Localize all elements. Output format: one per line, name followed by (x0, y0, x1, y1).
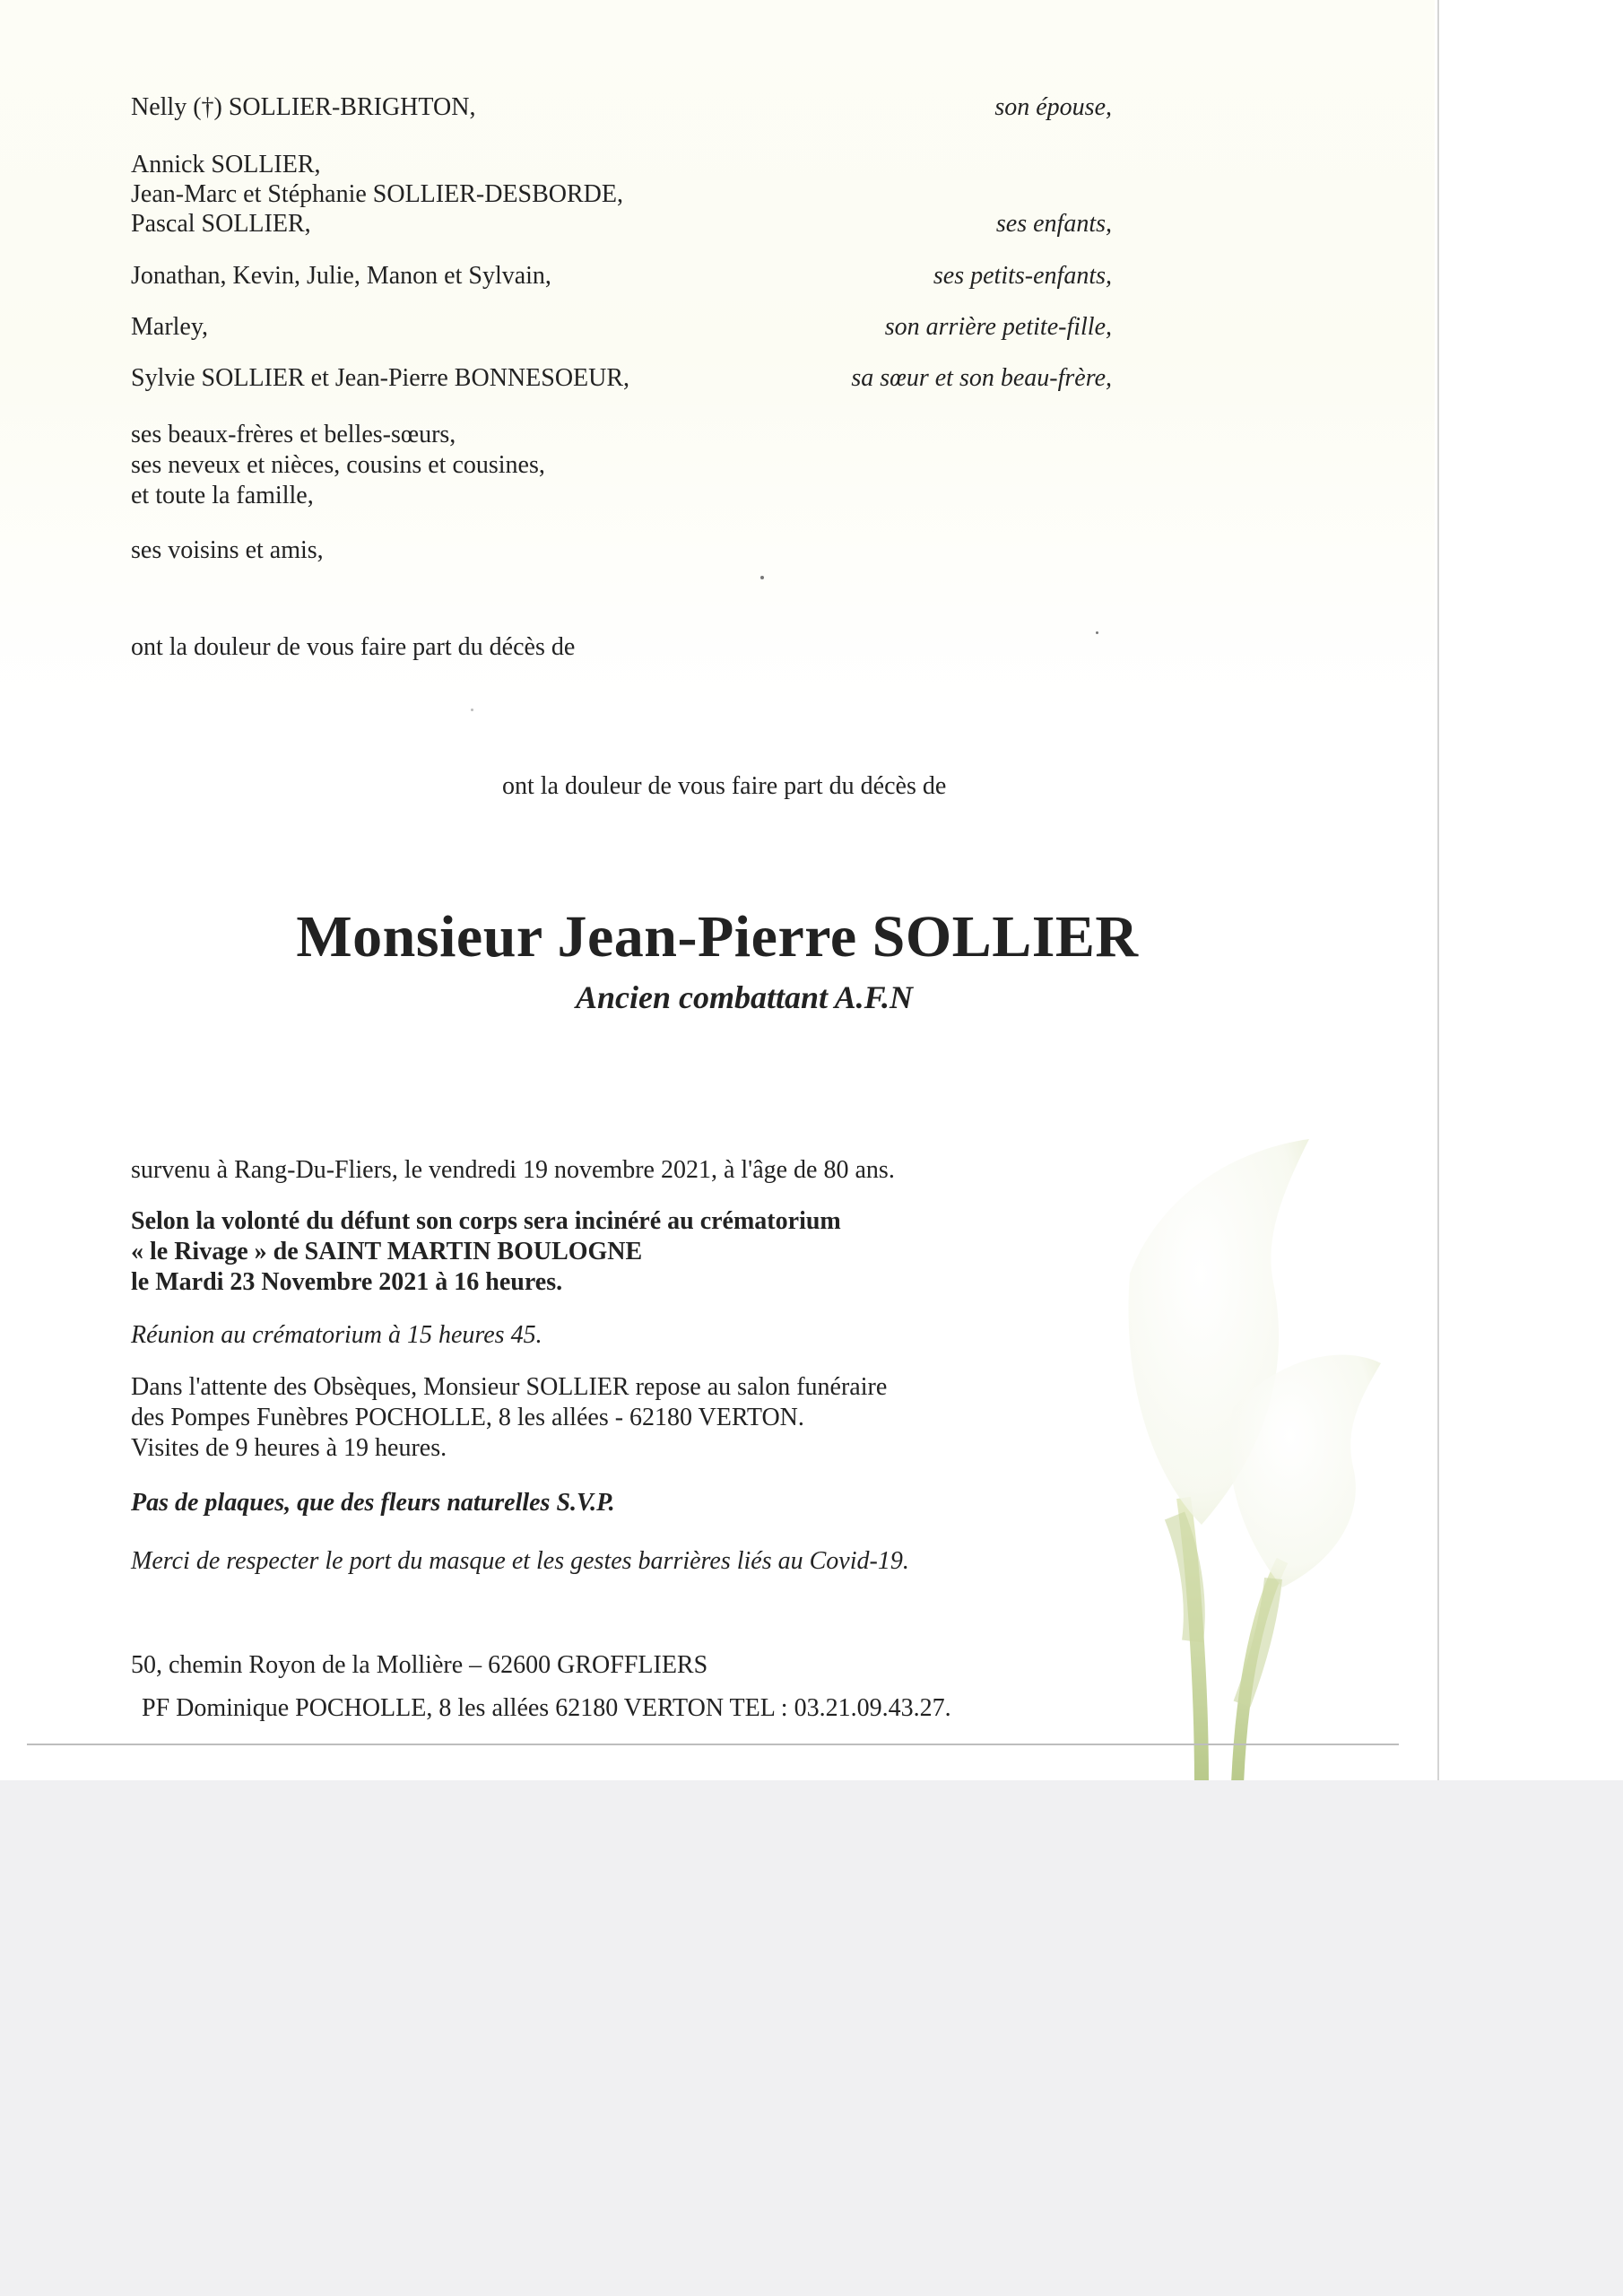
child-3: Pascal SOLLIER, (131, 210, 311, 238)
deceased-title: Ancien combattant A.F.N (575, 979, 914, 1015)
rest-line-3: Visites de 9 heures à 19 heures. (131, 1434, 447, 1462)
extended-family-3: et toute la famille, (131, 482, 314, 509)
child-2: Jean-Marc et Stéphanie SOLLIER-DESBORDE, (131, 180, 623, 208)
sibling-role: sa sœur et son beau-frère, (851, 364, 1112, 392)
rest-line-1: Dans l'attente des Obsèques, Monsieur SOLLIER repose au salon funéraire (131, 1373, 888, 1401)
death-info: survenu à Rang-Du-Fliers, le vendredi 19 novembre 2021, à l'âge de 80 ans. (131, 1156, 895, 1184)
scan-speck (1096, 631, 1098, 634)
great-granddaughter: Marley, (131, 313, 209, 341)
extended-family-2: ses neveux et nièces, cousins et cousines, (131, 451, 545, 479)
flowers-note: Pas de plaques, que des fleurs naturelles S.V.P. (131, 1489, 615, 1517)
meeting-info: Réunion au crématorium à 15 heures 45. (131, 1321, 542, 1349)
funeral-home-info: PF Dominique POCHOLLE, 8 les allées 62180 VERTON TEL : 03.21.09.43.27. (142, 1694, 951, 1722)
announcement-2: ont la douleur de vous faire part du décès de (502, 772, 947, 800)
extended-family-1: ses beaux-frères et belles-sœurs, (131, 421, 456, 448)
grandchildren: Jonathan, Kevin, Julie, Manon et Sylvain, (131, 262, 551, 290)
covid-note: Merci de respecter le port du masque et les gestes barrières liés au Covid-19. (131, 1547, 909, 1575)
scan-edge-vertical (1437, 0, 1439, 1780)
scan-speck (471, 709, 473, 711)
grandchildren-role: ses petits-enfants, (933, 262, 1112, 290)
calla-lily-illustration (1067, 1139, 1408, 1780)
rest-line-2: des Pompes Funèbres POCHOLLE, 8 les allées - 62180 VERTON. (131, 1404, 804, 1431)
home-address: 50, chemin Royon de la Mollière – 62600 GROFFLIERS (131, 1651, 708, 1679)
footer-rule (27, 1744, 1399, 1745)
spouse-role: son épouse, (994, 93, 1112, 121)
spouse-name: Nelly (†) SOLLIER-BRIGHTON, (131, 93, 476, 121)
child-1: Annick SOLLIER, (131, 151, 321, 178)
cremation-line-1: Selon la volonté du défunt son corps sera incinéré au crématorium (131, 1207, 841, 1235)
announcement-1: ont la douleur de vous faire part du décès de (131, 633, 576, 661)
sibling: Sylvie SOLLIER et Jean-Pierre BONNESOEUR, (131, 364, 630, 392)
deceased-name: Monsieur Jean-Pierre SOLLIER (296, 904, 1139, 970)
great-granddaughter-role: son arrière petite-fille, (884, 313, 1112, 341)
scan-speck (760, 576, 764, 579)
children-role: ses enfants, (995, 210, 1112, 238)
cremation-line-3: le Mardi 23 Novembre 2021 à 16 heures. (131, 1268, 563, 1296)
scan-margin-bottom (0, 1780, 1623, 2296)
neighbors: ses voisins et amis, (131, 536, 324, 564)
cremation-line-2: « le Rivage » de SAINT MARTIN BOULOGNE (131, 1238, 643, 1265)
scan-margin-right (1435, 0, 1623, 1780)
